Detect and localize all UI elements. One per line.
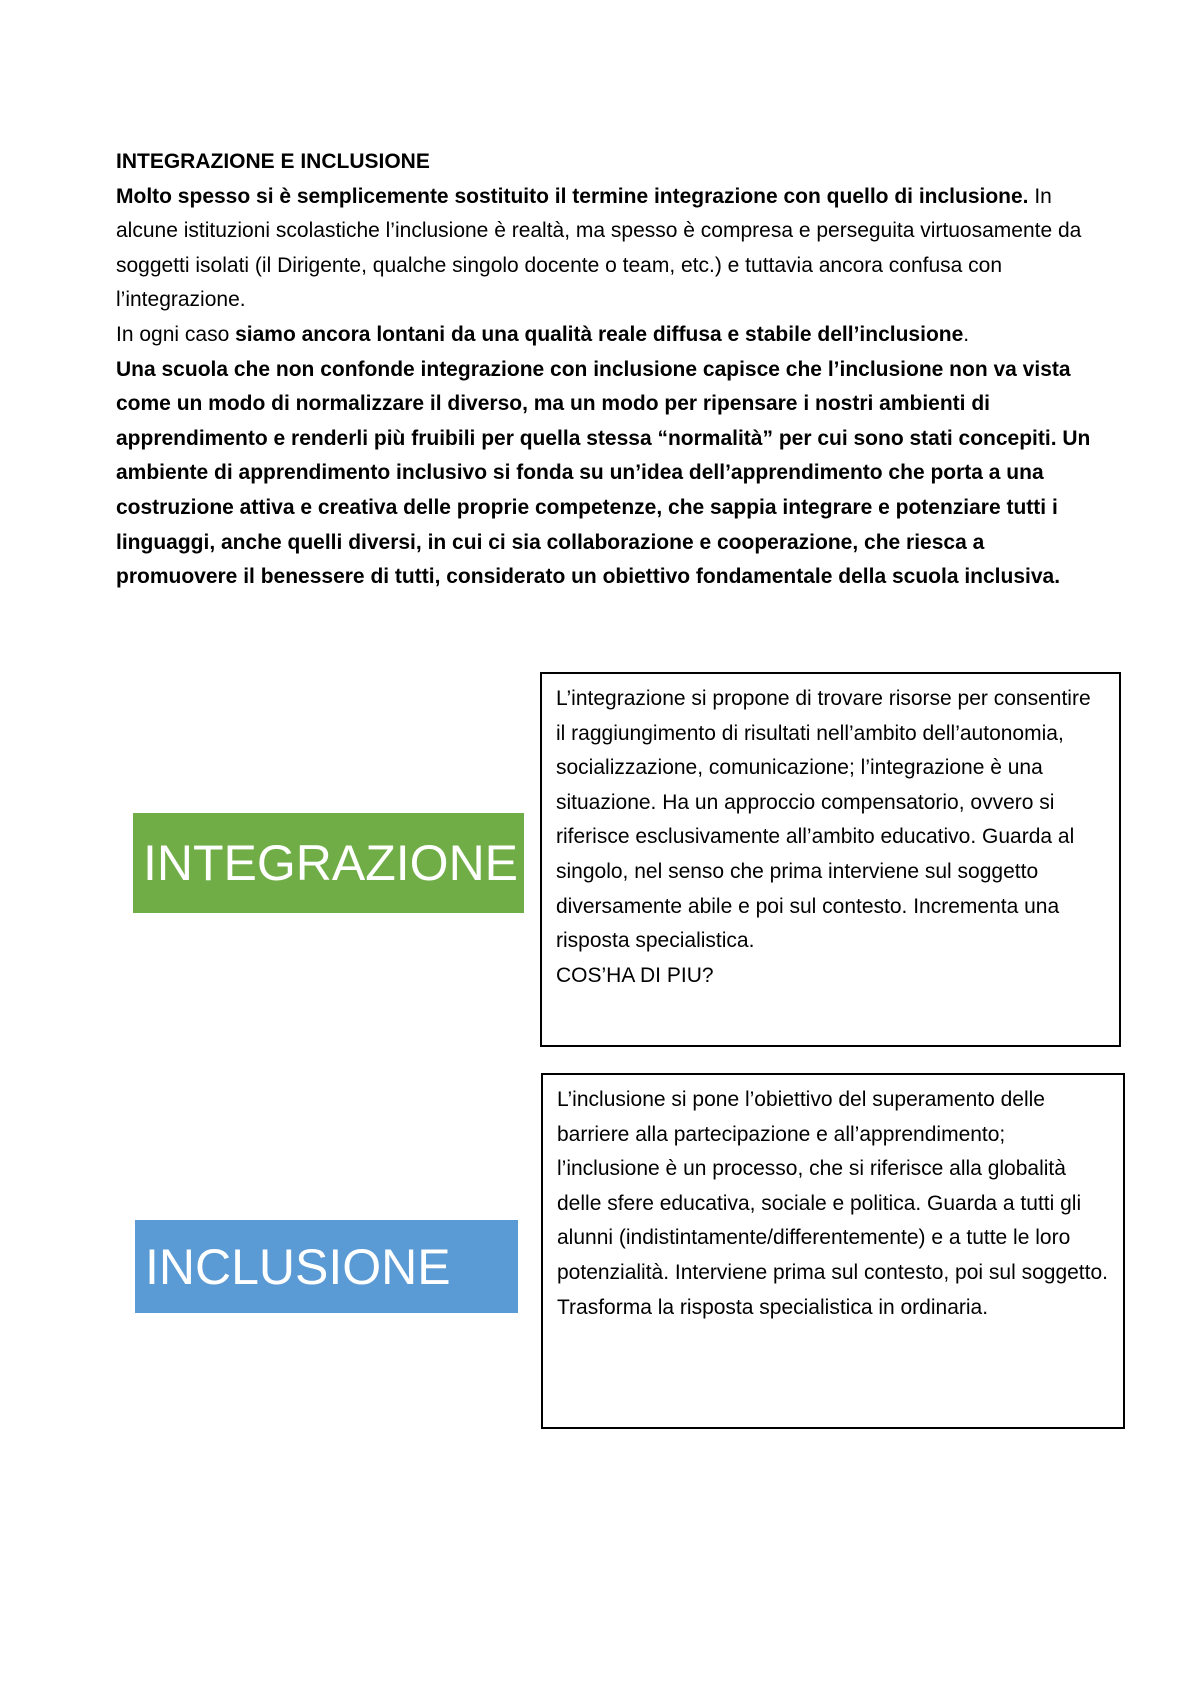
intro-normal-1: In alcune istituzioni scolastiche l’inclusione è realtà, ma spesso è compresa e perseguita virtuosamente da soggetti isolati (il Dirigente, qualche singolo docente o team, etc.) e tuttavia ancora confusa con l’integrazione. <box>116 184 1082 312</box>
intro-paragraph-3: Una scuola che non confonde integrazione con inclusione capisce che l’inclusione non va vista come un modo di normalizzare il diverso, ma un modo per ripensare i nostri ambienti di apprendimento e renderli più fruibili per quella stessa “normalità” per cui sono stati concepiti. Un ambiente di apprendimento inclusivo si fonda su un’idea dell’apprendimento che porta a una costruzione attiva e creativa delle proprie competenze, che sappia integrare e potenziare tutti i linguaggi, anche quelli diversi, in cui ci sia collaborazione e cooperazione, che riesca a promuovere il benessere di tutti, considerato un obiettivo fondamentale della scuola inclusiva. <box>116 357 1091 589</box>
integrazione-description-box <box>540 672 1121 1047</box>
intro-paragraph-2 <box>116 318 1096 353</box>
intro-bold-1: Molto spesso si è semplicemente sostituito il termine integrazione con quello di inclusione. <box>116 184 1029 208</box>
intro-section <box>116 145 1096 595</box>
intro-paragraph-1 <box>116 180 1096 318</box>
integrazione-description: L’integrazione si propone di trovare risorse per consentire il raggiungimento di risultati nell’ambito dell’autonomia, socializzazione, comunicazione; l’integrazione è una situazione. Ha un approccio compensatorio, ovvero si riferisce esclusivamente all’ambito educativo. Guarda al singolo, nel senso che prima interviene sul soggetto diversamente abile e poi sul contesto. Incrementa una risposta specialistica. <box>556 687 1091 953</box>
intro-normal-3: . <box>963 322 970 346</box>
integrazione-question: COS’HA DI PIU? <box>556 963 714 987</box>
intro-bold-2: siamo ancora lontani da una qualità reale diffusa e stabile dell’inclusione <box>235 322 964 346</box>
intro-normal-2: In ogni caso <box>116 322 236 346</box>
inclusione-description-box <box>541 1073 1125 1429</box>
integrazione-label: INTEGRAZIONE <box>133 813 524 913</box>
inclusione-label: INCLUSIONE <box>135 1220 518 1313</box>
document-heading: INTEGRAZIONE E INCLUSIONE <box>116 150 430 173</box>
inclusione-description: L’inclusione si pone l’obiettivo del superamento delle barriere alla partecipazione e all’apprendimento; l’inclusione è un processo, che si riferisce alla globalità delle sfere educativa, sociale e politica. Guarda a tutti gli alunni (indistintamente/differentemente) e a tutte le loro potenzialità. Interviene prima sul contesto, poi sul soggetto. Trasforma la risposta specialistica in ordinaria. <box>557 1088 1108 1319</box>
